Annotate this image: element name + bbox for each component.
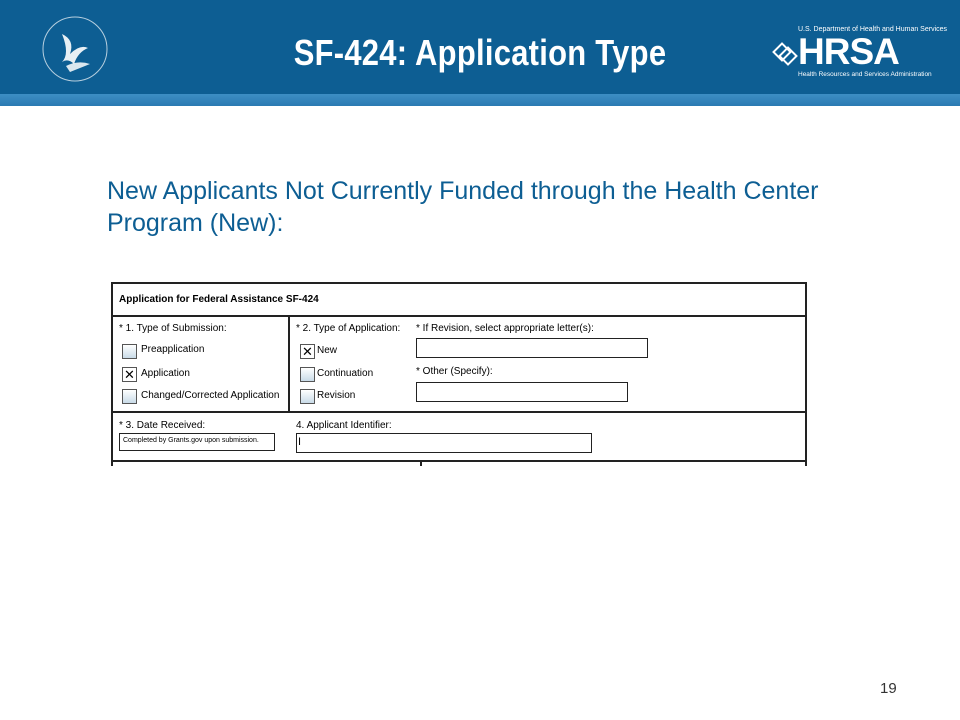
other-specify-label: * Other (Specify): xyxy=(416,366,493,377)
new-label: New xyxy=(317,345,338,356)
divider xyxy=(288,315,290,411)
applicant-identifier-label: 4. Applicant Identifier: xyxy=(296,420,392,431)
slide-title: SF-424: Application Type xyxy=(293,32,667,73)
submission-type-label: * 1. Type of Submission: xyxy=(119,323,227,334)
hrsa-top-text: U.S. Department of Health and Human Services xyxy=(798,26,948,33)
revision-checkbox[interactable] xyxy=(300,389,315,404)
header-stripe xyxy=(0,94,960,106)
date-received-label: * 3. Date Received: xyxy=(119,420,206,431)
divider xyxy=(420,460,422,466)
preapplication-label: Preapplication xyxy=(141,344,205,355)
divider xyxy=(113,411,805,413)
date-received-field xyxy=(119,433,275,451)
revision-letter-label: * If Revision, select appropriate letter(s): xyxy=(416,323,594,334)
continuation-label: Continuation xyxy=(317,368,374,379)
other-specify-field[interactable] xyxy=(416,382,628,402)
hrsa-wordmark: HRSA xyxy=(798,31,899,72)
revision-label: Revision xyxy=(317,390,356,401)
divider xyxy=(113,315,805,317)
form-header: Application for Federal Assistance SF-424 xyxy=(119,294,319,305)
slide-subtitle: New Applicants Not Currently Funded through the Health Center Program (New): xyxy=(107,177,819,237)
preapplication-checkbox[interactable] xyxy=(122,344,137,359)
page-number: 19 xyxy=(880,680,897,697)
continuation-checkbox[interactable] xyxy=(300,367,315,382)
changed-application-label: Changed/Corrected Application xyxy=(141,390,280,401)
application-type-label: * 2. Type of Application: xyxy=(296,323,401,334)
application-label: Application xyxy=(141,368,190,379)
hrsa-mark-icon xyxy=(770,40,800,70)
sf424-form-excerpt xyxy=(111,282,807,466)
divider xyxy=(113,460,805,462)
hrsa-bottom-text: Health Resources and Services Administration xyxy=(798,71,932,78)
revision-letter-field[interactable] xyxy=(416,338,648,358)
applicant-identifier-field[interactable] xyxy=(296,433,592,453)
hrsa-logo xyxy=(770,26,948,84)
applicant-identifier-value: I xyxy=(298,436,302,448)
application-checkbox[interactable]: ✕ xyxy=(122,367,137,382)
new-checkbox[interactable]: ✕ xyxy=(300,344,315,359)
changed-application-checkbox[interactable] xyxy=(122,389,137,404)
date-received-value: Completed by Grants.gov upon submission. xyxy=(123,437,259,444)
